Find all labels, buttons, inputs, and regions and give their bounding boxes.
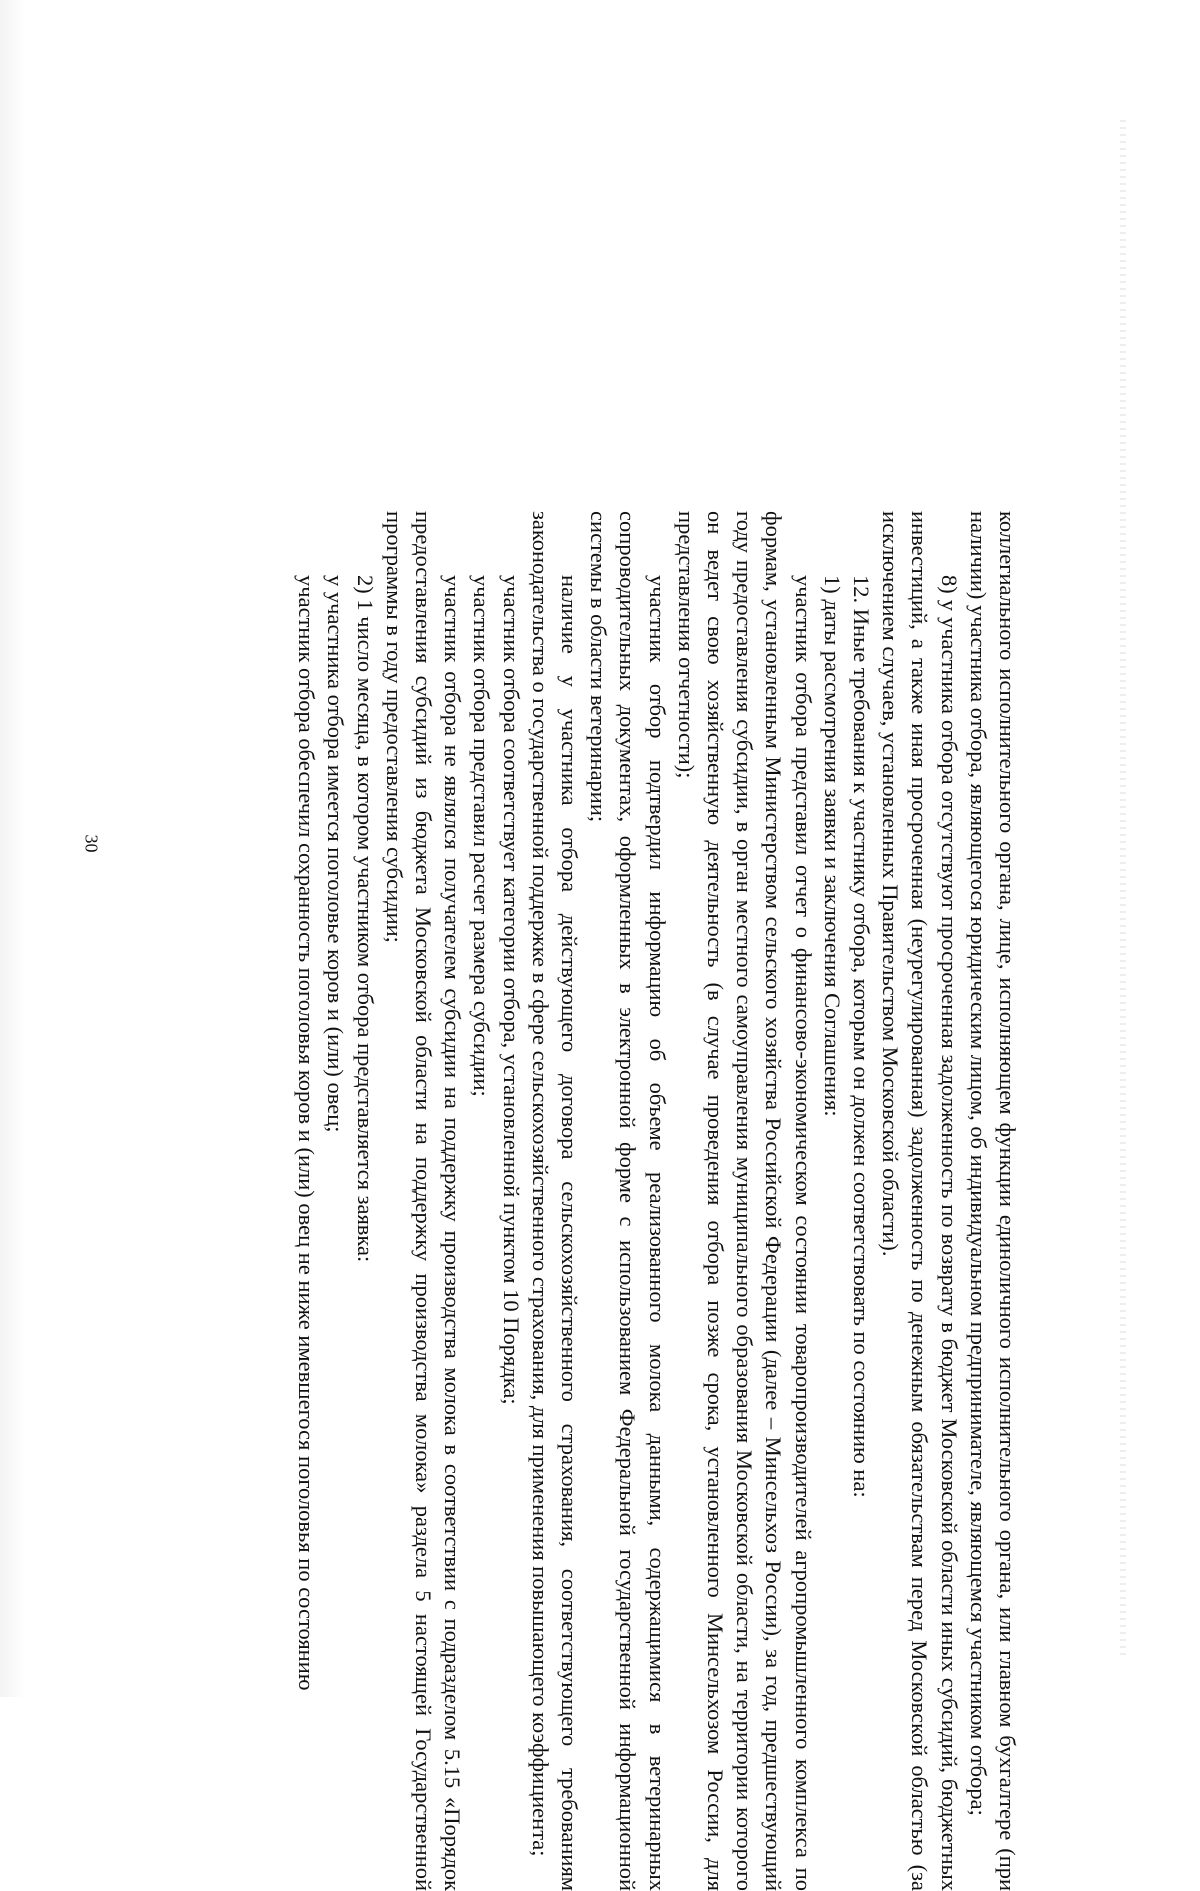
page-number: 30 <box>81 834 102 853</box>
paragraph: участник отбора не являлся получателем субсидии на поддержку производства молока в соответствии с подразделом 5.15 «Порядок предоставления субсидий из бюджета Московской области на поддержку производства молока» раздела 5 настоящей Государственной программы в году предоставления субсидии; <box>381 511 466 1891</box>
paragraph: 12. Иные требования к участнику отбора, которым он должен соответствовать по состоянию на: <box>849 575 875 1498</box>
scan-edge-shadow <box>0 0 26 1697</box>
paragraph: участник отбора представил отчет о финансово-экономическом состоянии товаропроизводителей агропромышленного комплекса по формам, установленным Министерством сельского хозяйства Российской Федерации (далее – Минсельхоз России), за год, предшествующий году предоставления субсидии, в орган местного самоуправления муниципального образования Московской области, на территории которого он ведет свою хозяйственную деятельность (в случае проведения отбора позже срока, установленного Минсельхозом России, для представления отчетности); <box>673 511 816 1891</box>
paragraph: участник отбора обеспечил сохранность поголовья коров и (или) овец не ниже имевшегося поголовья по состоянию <box>294 575 320 1691</box>
paragraph: у участника отбора имеется поголовье коров и (или) овец; <box>323 575 349 1133</box>
scan-margin-artifact <box>1120 120 1126 1660</box>
paragraph: участник отбор подтвердил информацию об объеме реализованного молока данными, содержащимися в ветеринарных сопроводительных документах, оформленных в электронной форме с использованием Федеральной государственной информационной системы в области ветеринарии; <box>586 511 670 1891</box>
paragraph: 8) у участника отбора отсутствуют просроченная задолженность по возврату в бюджет Московской области иных субсидий, бюджетных инвестиций, а также иная просроченная (неурегулированная) задолженность по денежным обязательствам перед Московской областью (за исключением случаев, установленных Правительством Московской области). <box>878 511 962 1891</box>
paragraph: коллегиального исполнительного органа, лице, исполняющем функции единоличного исполнительного органа, или главном бухгалтере (при наличии) участника отбора, являющегося юридическим лицом, об индивидуальном предпринимателе, являющемся участником отбора; <box>965 511 1021 1891</box>
document-body <box>292 511 1022 1891</box>
paragraph: 1) даты рассмотрения заявки и заключения Соглашения: <box>819 575 845 1117</box>
paragraph: наличие у участника отбора действующего договора сельскохозяйственного страхования, соответствующего требованиям законодательства о государственной поддержке в сфере сельскохозяйственного страхования, для применения повышающего коэффициента; <box>527 511 582 1891</box>
paragraph: участник отбора представил расчет размера субсидии; <box>469 575 495 1097</box>
paragraph: участник отбора соответствует категории отбора, установленной пунктом 10 Порядка; <box>498 575 524 1405</box>
paragraph: 2) 1 число месяца, в котором участником отбора представляется заявка: <box>352 575 378 1263</box>
